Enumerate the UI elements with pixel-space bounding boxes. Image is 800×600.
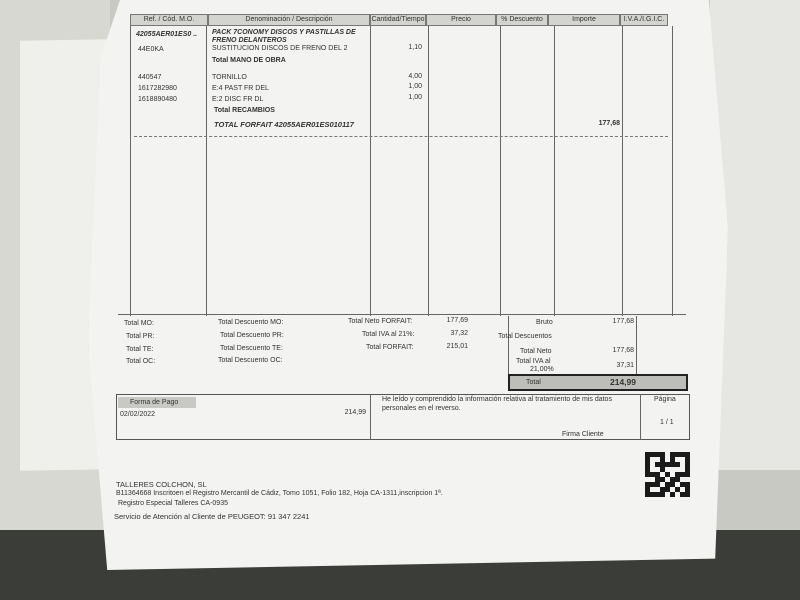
total-mo-label: Total MO: (124, 320, 154, 327)
payment-divider (370, 394, 371, 440)
grand-total-label: Total (526, 379, 541, 386)
part-desc: TORNILLO (212, 74, 247, 81)
discount-te-label: Total Descuento TE: (220, 345, 283, 352)
qr-code (645, 452, 690, 497)
gross-label: Bruto (536, 319, 553, 326)
page-label: Página (654, 396, 676, 403)
part-ref: 1617282980 (138, 85, 177, 92)
part-desc: E:4 PAST FR DEL (212, 85, 269, 92)
table-divider (622, 26, 623, 316)
parts-total-label: Total RECAMBIOS (214, 107, 275, 114)
dashed-separator (134, 136, 668, 137)
table-divider (370, 26, 371, 316)
forfait-value: 215,01 (446, 343, 468, 350)
registry-info: B11364668 Inscritoen el Registro Mercantil de Cádiz, Tomo 1051, Folio 182, Hoja CA-1311,inscripcion 1ª. (116, 490, 443, 497)
discounts-label: Total Descuentos (498, 333, 552, 340)
labor-qty: 1,10 (408, 44, 422, 51)
header-quantity: Cantidad/Tiempo (370, 14, 426, 26)
vat-rate: 21,00% (530, 366, 554, 373)
table-divider (428, 26, 429, 316)
net-forfait-value: 177,69 (446, 317, 468, 324)
part-ref: 440547 (138, 74, 162, 81)
discount-mo-label: Total Descuento MO: (218, 319, 284, 326)
payment-divider (640, 394, 641, 440)
table-border-right (672, 26, 673, 316)
vat-at-label: Total IVA al (516, 358, 551, 365)
total-te-label: Total TE: (126, 346, 154, 353)
discount-pr-label: Total Descuento PR: (220, 332, 284, 339)
labor-total-label: Total MANO DE OBRA (212, 57, 286, 64)
net-value: 177,68 (612, 347, 634, 354)
grand-total-value: 214,99 (610, 377, 636, 387)
net-forfait-label: Total Neto FORFAIT: (348, 318, 413, 325)
vat-value: 37,32 (450, 330, 468, 337)
header-discount: % Descuento (496, 14, 548, 26)
summary-divider (508, 316, 509, 374)
header-amount: Importe (548, 14, 620, 26)
part-ref: 1618890480 (138, 96, 177, 103)
table-divider (206, 26, 207, 316)
pack-desc-line1: PACK 7CONOMY DISCOS Y PASTILLAS DE (212, 29, 356, 36)
labor-desc: SUSTITUCION DISCOS DE FRENO DEL 2 (212, 45, 348, 52)
total-pr-label: Total PR: (126, 333, 155, 340)
company-name: TALLERES COLCHON, SL (116, 480, 207, 489)
header-ref: Ref. / Cód. M.O. (130, 14, 208, 26)
table-border-left (130, 26, 131, 316)
page-number: 1 / 1 (660, 419, 674, 426)
summary-divider (636, 316, 637, 374)
vat-label: Total IVA al 21%: (362, 331, 415, 338)
part-qty: 4,00 (408, 73, 422, 80)
privacy-text-line2: personales en el reverso. (382, 405, 461, 412)
part-desc: E:2 DISC FR DL (212, 96, 264, 103)
pack-ref: 42055AER01ES0 .. (136, 31, 198, 38)
vat-total-value: 37,31 (616, 362, 634, 369)
customer-service: Servicio de Atención al Cliente de PEUGEOT: 91 347 2241 (114, 512, 310, 521)
pack-desc-line2: FRENO DELANTEROS (212, 37, 287, 44)
signature-label: Firma Cliente (562, 431, 604, 438)
summary-top-border (118, 314, 686, 315)
payment-date: 02/02/2022 (120, 411, 156, 418)
discount-oc-label: Total Descuento OC: (218, 357, 283, 364)
table-divider (500, 26, 501, 316)
special-registry: Registro Especial Talleres CA-0935 (118, 500, 228, 507)
labor-ref: 44E0KA (138, 46, 164, 53)
header-tax: I.V.A./I.G.I.C. (620, 14, 668, 26)
forfait-label: Total FORFAIT: (366, 344, 414, 351)
forfait-total-label: TOTAL FORFAIT 42055AER01ES010117 (214, 120, 354, 129)
privacy-text-line1: He leído y comprendido la información relativa al tratamiento de mis datos (382, 396, 612, 403)
part-qty: 1,00 (408, 83, 422, 90)
payment-amount: 214,99 (344, 409, 366, 416)
part-qty: 1,00 (408, 94, 422, 101)
header-description: Denominación / Descripción (208, 14, 370, 26)
table-divider (554, 26, 555, 316)
net-label: Total Neto (520, 348, 552, 355)
total-oc-label: Total OC: (126, 358, 156, 365)
gross-value: 177,68 (612, 318, 634, 325)
forfait-total-amount: 177,68 (598, 120, 620, 127)
payment-method-label: Forma de Pago (130, 399, 179, 406)
header-price: Precio (426, 14, 496, 26)
